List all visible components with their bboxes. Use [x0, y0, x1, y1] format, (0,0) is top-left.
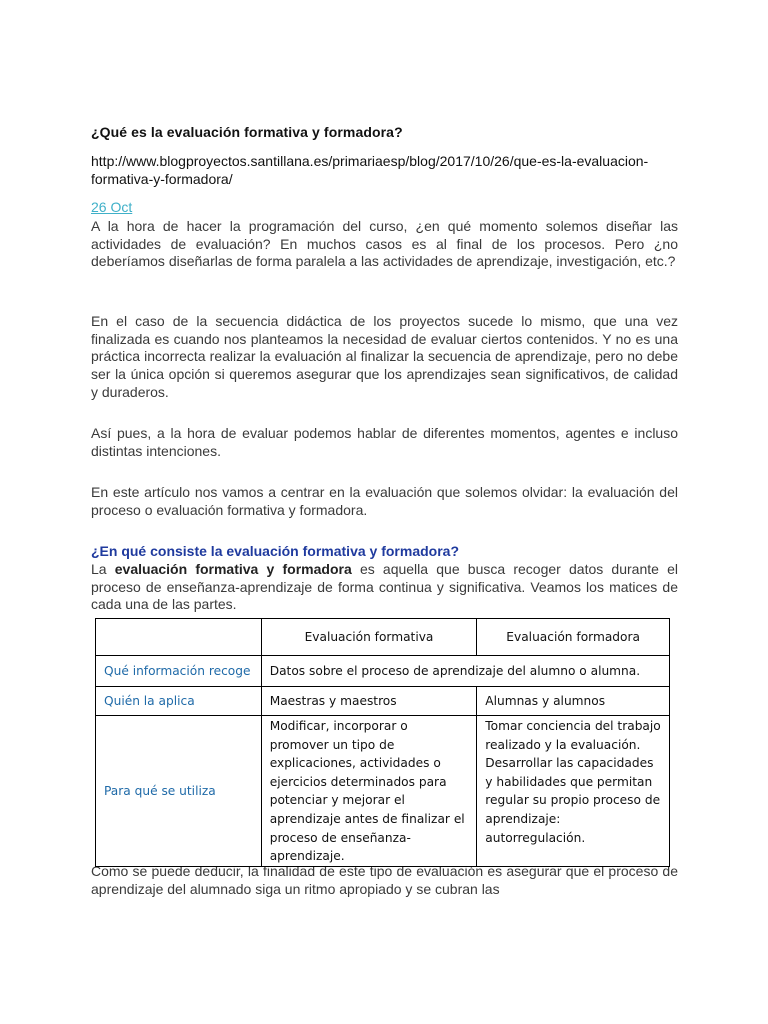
table-cell-formadora: Tomar conciencia del trabajo realizado y la evaluación. Desarrollar las capacidades y habilidades que permitan regular su propio proceso de aprendizaje: autorregulación. — [477, 716, 670, 867]
paragraph-momentos: Así pues, a la hora de evaluar podemos hablar de diferentes momentos, agentes e incluso distintas intenciones. — [91, 425, 678, 459]
paragraph-articulo: En este artículo nos vamos a centrar en la evaluación que solemos olvidar: la evaluación del proceso o evaluación formativa y formadora. — [91, 484, 678, 518]
paragraph-secuencia: En el caso de la secuencia didáctica de los proyectos sucede lo mismo, que una vez finalizada es cuando nos planteamos la necesidad de evaluar ciertos contenidos. Y no es una práctica incorrecta realizar la evaluación al finalizar la secuencia de aprendizaje, pero no debe ser la única opción si queremos asegurar que los aprendizajes sean significativos, de calidad y duraderos. — [91, 313, 678, 400]
source-url: http://www.blogproyectos.santillana.es/primariaesp/blog/2017/10/26/que-es-la-evaluacion-formativa-y-formadora/ — [91, 153, 649, 187]
row-label: Quién la aplica — [96, 687, 262, 716]
page-title: ¿Qué es la evaluación formativa y formadora? — [91, 124, 403, 140]
section-heading: ¿En qué consiste la evaluación formativa y formadora? — [91, 543, 459, 559]
table-cell-formativa: Maestras y maestros — [261, 687, 477, 716]
paragraph-intro: A la hora de hacer la programación del curso, ¿en qué momento solemos diseñar las actividades de evaluación? En muchos casos es al final de los procesos. Pero ¿no deberíamos diseñarlas de forma paralela a las actividades de aprendizaje, investigación, etc.? — [91, 218, 678, 270]
table-row — [96, 656, 670, 687]
row-label: Para qué se utiliza — [96, 716, 262, 867]
evaluation-table — [95, 618, 670, 867]
table-cell-merged: Datos sobre el proceso de aprendizaje del alumno o alumna. — [261, 656, 669, 687]
paragraph-definition — [91, 561, 678, 614]
definition-prefix: La — [91, 561, 115, 577]
table-cell-formadora: Alumnas y alumnos — [477, 687, 670, 716]
table-header-row — [96, 619, 670, 656]
table-header-formativa: Evaluación formativa — [261, 619, 477, 656]
table-cell-formativa: Modificar, incorporar o promover un tipo de explicaciones, actividades o ejercicios determinados para potenciar y mejorar el aprendizaje antes de finalizar el proceso de enseñanza-aprendizaje. — [261, 716, 477, 867]
date-link[interactable]: 26 Oct — [91, 199, 133, 215]
table-header-formadora: Evaluación formadora — [477, 619, 670, 656]
table-header-empty — [96, 619, 262, 656]
definition-suffix: es aquella que busca recoger datos durante el proceso de enseñanza-aprendizaje de forma continua y significativa. Veamos los matices de cada una de las partes. — [91, 561, 679, 613]
definition-bold: evaluación formativa y formadora — [114, 561, 352, 577]
table-row — [96, 687, 670, 716]
paragraph-closing: Como se puede deducir, la finalidad de este tipo de evaluación es asegurar que el proceso de aprendizaje del alumnado siga un ritmo apropiado y se cubran las — [91, 863, 678, 897]
row-label: Qué información recoge — [96, 656, 262, 687]
table-row — [96, 716, 670, 867]
